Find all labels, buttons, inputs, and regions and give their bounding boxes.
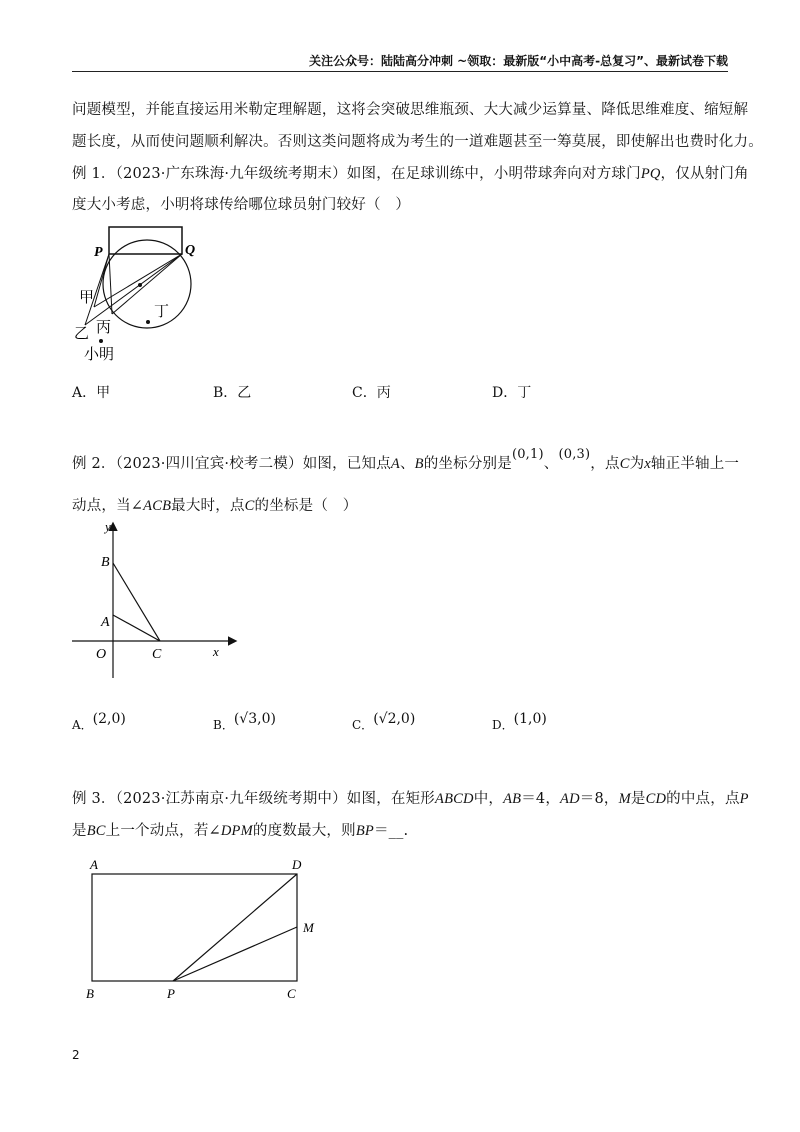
example-3-line-1 (72, 787, 749, 808)
ex2-option-c (352, 710, 416, 732)
ex1-option-c: C．丙 (352, 385, 391, 401)
ex2-point-c: C (619, 456, 630, 472)
page-number: 2 (72, 1048, 80, 1062)
ex2-sep: 、 (399, 456, 415, 472)
example-2-line-2 (72, 494, 357, 515)
ex2-option-d-value: (1,0) (513, 711, 547, 727)
ex1-option-a: A．甲 (72, 385, 111, 401)
ex1-text-a: 例 1．（2023·广东珠海·九年级统考期末）如图，在足球训练中，小明带球奔向对方球门 (72, 166, 641, 182)
label-bing: 丙 (96, 320, 112, 336)
ex3-dpm: DPM (220, 823, 253, 839)
ex3-text-b: 中， (473, 791, 504, 807)
ex3-eq4: ＝4， (521, 791, 561, 807)
ex2-option-a (72, 710, 126, 732)
figure-2-coordinate (72, 518, 242, 688)
label-m: M (303, 920, 314, 935)
rectangle-abcd (92, 874, 297, 981)
line-bing-q (112, 254, 182, 314)
label-o: O (96, 647, 107, 662)
ex3-bc: BC (86, 823, 106, 839)
ex3-eq8: ＝8， (579, 791, 619, 807)
label-xiaoming: 小明 (84, 347, 115, 363)
ex3-text-c: 的中点，点 (666, 791, 740, 807)
ex1-goal: PQ (640, 166, 661, 182)
ex2-option-d-letter: D． (492, 718, 514, 732)
ex2-point-c-2: C (244, 498, 255, 514)
label-c: C (287, 986, 296, 1001)
page-header: 关注公众号：陆陆高分冲刺 ~领取：最新版“小中高考-总复习”、最新试卷下载 (309, 54, 728, 68)
ex3-p: P (739, 791, 749, 807)
point-ding-2 (146, 320, 150, 324)
ex3-m: M (618, 791, 631, 807)
ex2-coord-a: (0,1) (511, 447, 544, 462)
ex1-option-b: B．乙 (213, 385, 252, 401)
point-ding-1 (138, 283, 142, 287)
ex2-angle: ACB (143, 498, 172, 514)
ex2-x-var: x (644, 456, 651, 472)
ex3-ad: AD (560, 791, 580, 807)
label-b: B (101, 555, 110, 570)
ex2-text-c: ，点 (590, 456, 620, 472)
label-p: P (167, 986, 175, 1001)
label-a: A (101, 615, 110, 630)
ex2-option-b-value: (√3,0) (233, 711, 276, 727)
label-jia: 甲 (79, 290, 95, 306)
ex2-text-d: 为 (629, 456, 645, 472)
ex2-text-b: 的坐标分别是 (423, 456, 512, 472)
label-yi: 乙 (74, 326, 90, 342)
header-rule (72, 71, 728, 72)
ex2-option-a-letter: A． (72, 718, 93, 732)
line-bing-p (109, 254, 112, 314)
segment-pm (173, 927, 297, 981)
ex2-text-g: 最大时，点 (171, 498, 245, 514)
ex3-text-g: ＝__. (373, 823, 409, 839)
ex2-point-b: B (414, 456, 424, 472)
ex2-point-a: A (390, 456, 400, 472)
example-1-line-1 (72, 162, 749, 183)
ex2-option-b-letter: B． (213, 718, 234, 732)
example-2-line-1 (72, 447, 740, 473)
label-c: C (152, 647, 162, 662)
ex2-option-c-letter: C． (352, 718, 374, 732)
ex3-cd: CD (645, 791, 667, 807)
intro-line-1: 问题模型，并能直接运用米勒定理解题，这将会突破思维瓶颈、大大减少运算量、降低思维难度、缩短解 (72, 102, 749, 118)
label-b: B (86, 986, 94, 1001)
ex3-text-d: 是 (72, 823, 87, 839)
ex2-option-c-value: (√2,0) (373, 711, 416, 727)
ex3-text-e: 上一个动点，若∠ (105, 823, 221, 839)
intro-line-2: 题长度，从而使问题顺利解决。否则这类问题将成为考生的一道难题甚至一筹莫展，即使解出也费时化力。 (72, 134, 763, 150)
label-x: x (213, 644, 219, 659)
ex3-bp: BP (355, 823, 374, 839)
ex2-coord-b: (0,3) (558, 447, 591, 462)
ex3-text-f: 的度数最大，则 (252, 823, 356, 839)
ex3-is: 是 (630, 791, 646, 807)
figure-3-rectangle (80, 852, 330, 1002)
example-3-line-2 (72, 819, 408, 840)
label-a: A (90, 857, 98, 872)
segment-bc (113, 563, 160, 641)
label-q: Q (185, 243, 196, 258)
ex2-comma: 、 (543, 456, 559, 472)
ex2-text-h: 的坐标是（ ） (254, 498, 358, 514)
label-ding: 丁 (154, 304, 170, 320)
ex2-option-b (213, 710, 276, 732)
ex2-text-e: 轴正半轴上一 (650, 456, 740, 472)
ex1-option-d: D．丁 (492, 385, 532, 401)
segment-ac (113, 615, 160, 641)
example-1-line-2: 度大小考虑，小明将球传给哪位球员射门较好（ ） (72, 197, 411, 213)
ex3-rect: ABCD (435, 791, 474, 807)
ex3-ab: AB (503, 791, 522, 807)
point-xiaoming (99, 339, 103, 343)
ex2-option-a-value: (2,0) (92, 711, 126, 727)
ex2-text-f: 动点，当∠ (72, 498, 144, 514)
label-y: y (105, 519, 111, 534)
ex2-text-a: 例 2．（2023·四川宜宾·校考二模）如图，已知点 (72, 456, 391, 472)
label-d: D (292, 857, 302, 872)
ex2-option-d (492, 710, 547, 732)
label-p: P (94, 245, 103, 260)
ex3-text-a: 例 3．（2023·江苏南京·九年级统考期中）如图，在矩形 (72, 791, 436, 807)
ex1-text-b: ，仅从射门角 (660, 166, 749, 182)
segment-pd (173, 874, 297, 981)
figure-1-soccer (72, 222, 212, 372)
